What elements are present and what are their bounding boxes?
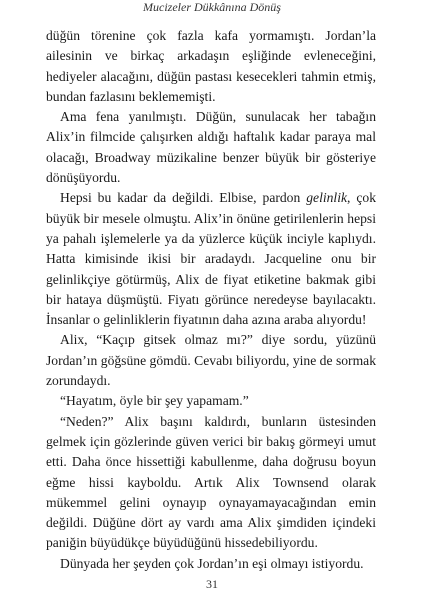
running-head: Mucizeler Dükkânına Dönüş: [143, 0, 281, 14]
paragraph-3: Hepsi bu kadar da değildi. Elbise, pardon gelinlik, çok büyük bir mesele olmuştu. Alix’in önüne getirilenlerin hepsi ya pahalı işlemelerle ya da yüzlerce küçük inciyle kaplıydı. Hatta kimisinde ikisi bir aradaydı. Jacqueline onu bir gelinlikçiye götürmüş, Alix de fiyat etiketine bakmak gibi bir hataya düşmüştü. Fiyatı görünce neredeyse bayılacaktı. İnsanlar o gelinliklerin fiyatının daha azına araba alıyordu!: [46, 190, 376, 328]
emphasis: gelinlik: [306, 190, 348, 206]
page-number: 31: [206, 577, 218, 591]
paragraph-4: Alix, “Kaçıp gitsek olmaz mı?” diye sordu, yüzünü Jordan’ın göğsüne gömdü. Cevabı biliyordu, yine de sormak zorundaydı.: [46, 332, 376, 389]
paragraph-7: Dünyada her şeyden çok Jordan’ın eşi olmayı istiyordu.: [60, 555, 364, 571]
paragraph-2: Ama fena yanılmıştı. Düğün, sunulacak her tabağın Alix’in filmcide çalışırken aldığı haftalık kadar paraya mal olacağı, Broadway müzikaline benzer büyük bir gösteriye dönüşüyordu.: [46, 109, 376, 186]
paragraph-6: “Neden?” Alix başını kaldırdı, bunların üstesinden gelmek için gözlerinde güven verici bir bakış görmeyi umut etti. Daha önce hissettiği kabullenme, daha doğrusu boyun eğme hissi kayboldu. Artık Alix Townsend olarak mükemmel gelini oynayıp oynayamayacağından emin değildi. Düğüne dört ay vardı ama Alix şimdiden içindeki paniğin büyüdükçe büyüdüğünü hissedebiliyordu.: [46, 413, 376, 551]
paragraph-1: düğün törenine çok fazla kafa yormamıştı. Jordan’la ailesinin ve birkaç arkadaşın eşliğinde evleneceğini, hediyeler alacağını, düğün pastası kesecekleri tahmin etmiş, bundan fazlasını beklememişti.: [46, 28, 376, 104]
body-text: [46, 26, 376, 574]
paragraph-5: “Hayatım, öyle bir şey yapamam.”: [60, 393, 249, 409]
